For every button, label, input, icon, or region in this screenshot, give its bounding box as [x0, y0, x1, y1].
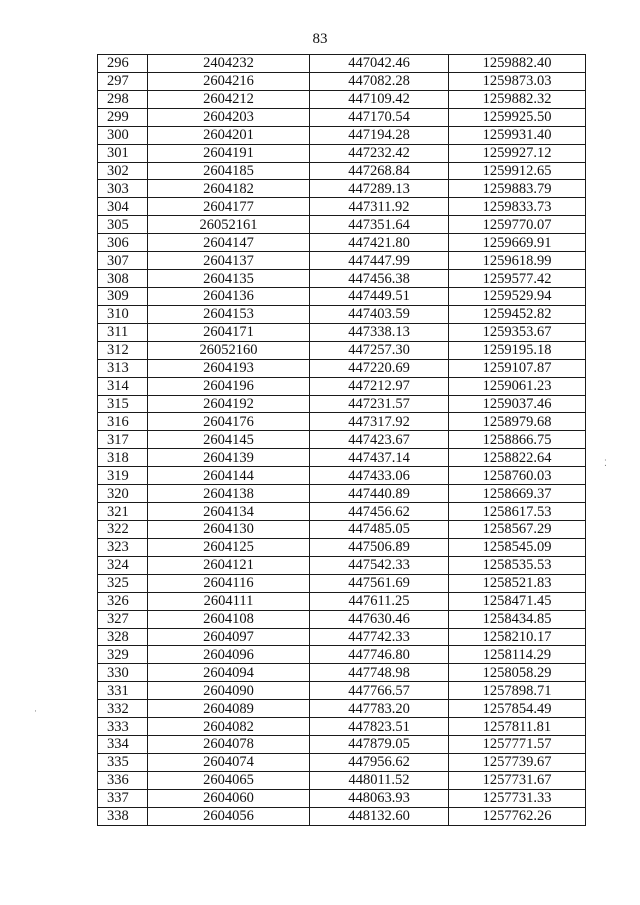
point-id-cell: 2604056	[148, 807, 310, 825]
table-row	[98, 144, 586, 162]
point-id-cell: 2604192	[148, 395, 310, 413]
table-row	[98, 682, 586, 700]
table-row	[98, 198, 586, 216]
table-row	[98, 72, 586, 90]
y-coordinate-cell: 1259529.94	[449, 287, 586, 305]
point-id-cell: 2604177	[148, 198, 310, 216]
coordinate-table-body	[98, 55, 586, 826]
point-id-cell: 2604094	[148, 664, 310, 682]
row-number-cell: 298	[98, 90, 148, 108]
y-coordinate-cell: 1259931.40	[449, 126, 586, 144]
row-number-cell: 338	[98, 807, 148, 825]
row-number-cell: 325	[98, 574, 148, 592]
row-number-cell: 313	[98, 359, 148, 377]
x-coordinate-cell: 447232.42	[310, 144, 449, 162]
point-id-cell: 2604201	[148, 126, 310, 144]
table-row	[98, 431, 586, 449]
x-coordinate-cell: 447485.05	[310, 520, 449, 538]
table-row	[98, 467, 586, 485]
table-row	[98, 718, 586, 736]
x-coordinate-cell: 447823.51	[310, 718, 449, 736]
y-coordinate-cell: 1257739.67	[449, 753, 586, 771]
x-coordinate-cell: 447611.25	[310, 592, 449, 610]
table-row	[98, 736, 586, 754]
x-coordinate-cell: 447783.20	[310, 700, 449, 718]
row-number-cell: 316	[98, 413, 148, 431]
table-row	[98, 216, 586, 234]
point-id-cell: 2604144	[148, 467, 310, 485]
point-id-cell: 2604121	[148, 556, 310, 574]
table-row	[98, 574, 586, 592]
y-coordinate-cell: 1259195.18	[449, 341, 586, 359]
y-coordinate-cell: 1259770.07	[449, 216, 586, 234]
y-coordinate-cell: 1259927.12	[449, 144, 586, 162]
y-coordinate-cell: 1257854.49	[449, 700, 586, 718]
x-coordinate-cell: 447746.80	[310, 646, 449, 664]
point-id-cell: 2604134	[148, 503, 310, 521]
row-number-cell: 318	[98, 449, 148, 467]
y-coordinate-cell: 1258471.45	[449, 592, 586, 610]
table-row	[98, 520, 586, 538]
point-id-cell: 2604111	[148, 592, 310, 610]
table-row	[98, 126, 586, 144]
row-number-cell: 319	[98, 467, 148, 485]
x-coordinate-cell: 448011.52	[310, 771, 449, 789]
row-number-cell: 302	[98, 162, 148, 180]
x-coordinate-cell: 447956.62	[310, 753, 449, 771]
x-coordinate-cell: 447748.98	[310, 664, 449, 682]
point-id-cell: 2604065	[148, 771, 310, 789]
table-row	[98, 413, 586, 431]
y-coordinate-cell: 1258567.29	[449, 520, 586, 538]
table-row	[98, 771, 586, 789]
y-coordinate-cell: 1257762.26	[449, 807, 586, 825]
row-number-cell: 305	[98, 216, 148, 234]
row-number-cell: 333	[98, 718, 148, 736]
y-coordinate-cell: 1257771.57	[449, 736, 586, 754]
table-row	[98, 108, 586, 126]
point-id-cell: 2604082	[148, 718, 310, 736]
y-coordinate-cell: 1258521.83	[449, 574, 586, 592]
x-coordinate-cell: 448063.93	[310, 789, 449, 807]
table-row	[98, 377, 586, 395]
row-number-cell: 306	[98, 234, 148, 252]
table-row	[98, 664, 586, 682]
table-row	[98, 485, 586, 503]
point-id-cell: 2604182	[148, 180, 310, 198]
x-coordinate-cell: 447311.92	[310, 198, 449, 216]
row-number-cell: 336	[98, 771, 148, 789]
row-number-cell: 337	[98, 789, 148, 807]
row-number-cell: 297	[98, 72, 148, 90]
x-coordinate-cell: 447879.05	[310, 736, 449, 754]
point-id-cell: 2604139	[148, 449, 310, 467]
row-number-cell: 300	[98, 126, 148, 144]
y-coordinate-cell: 1259452.82	[449, 305, 586, 323]
row-number-cell: 330	[98, 664, 148, 682]
x-coordinate-cell: 447630.46	[310, 610, 449, 628]
point-id-cell: 2604108	[148, 610, 310, 628]
point-id-cell: 2604090	[148, 682, 310, 700]
x-coordinate-cell: 447212.97	[310, 377, 449, 395]
x-coordinate-cell: 447456.38	[310, 270, 449, 288]
table-row	[98, 628, 586, 646]
x-coordinate-cell: 447257.30	[310, 341, 449, 359]
row-number-cell: 296	[98, 55, 148, 73]
x-coordinate-cell: 447561.69	[310, 574, 449, 592]
y-coordinate-cell: 1257731.33	[449, 789, 586, 807]
x-coordinate-cell: 447437.14	[310, 449, 449, 467]
y-coordinate-cell: 1259882.32	[449, 90, 586, 108]
point-id-cell: 2604171	[148, 323, 310, 341]
y-coordinate-cell: 1259353.67	[449, 323, 586, 341]
x-coordinate-cell: 447109.42	[310, 90, 449, 108]
row-number-cell: 311	[98, 323, 148, 341]
x-coordinate-cell: 448132.60	[310, 807, 449, 825]
table-row	[98, 700, 586, 718]
table-row	[98, 449, 586, 467]
x-coordinate-cell: 447403.59	[310, 305, 449, 323]
y-coordinate-cell: 1259618.99	[449, 252, 586, 270]
point-id-cell: 2604145	[148, 431, 310, 449]
y-coordinate-cell: 1259833.73	[449, 198, 586, 216]
row-number-cell: 299	[98, 108, 148, 126]
table-row	[98, 180, 586, 198]
page-number: 83	[312, 31, 328, 47]
point-id-cell: 26052160	[148, 341, 310, 359]
y-coordinate-cell: 1259883.79	[449, 180, 586, 198]
scan-mark-right: ⁚	[604, 458, 607, 468]
y-coordinate-cell: 1257811.81	[449, 718, 586, 736]
table-row	[98, 341, 586, 359]
table-row	[98, 359, 586, 377]
point-id-cell: 2604074	[148, 753, 310, 771]
table-row	[98, 646, 586, 664]
table-row	[98, 270, 586, 288]
table-row	[98, 556, 586, 574]
row-number-cell: 323	[98, 538, 148, 556]
row-number-cell: 334	[98, 736, 148, 754]
y-coordinate-cell: 1258822.64	[449, 449, 586, 467]
point-id-cell: 2604185	[148, 162, 310, 180]
table-row	[98, 234, 586, 252]
y-coordinate-cell: 1259061.23	[449, 377, 586, 395]
point-id-cell: 2604191	[148, 144, 310, 162]
y-coordinate-cell: 1258114.29	[449, 646, 586, 664]
table-row	[98, 538, 586, 556]
row-number-cell: 324	[98, 556, 148, 574]
x-coordinate-cell: 447456.62	[310, 503, 449, 521]
row-number-cell: 328	[98, 628, 148, 646]
row-number-cell: 315	[98, 395, 148, 413]
x-coordinate-cell: 447082.28	[310, 72, 449, 90]
point-id-cell: 2404232	[148, 55, 310, 73]
y-coordinate-cell: 1259037.46	[449, 395, 586, 413]
row-number-cell: 314	[98, 377, 148, 395]
row-number-cell: 331	[98, 682, 148, 700]
table-row	[98, 287, 586, 305]
table-row	[98, 162, 586, 180]
point-id-cell: 2604193	[148, 359, 310, 377]
y-coordinate-cell: 1258535.53	[449, 556, 586, 574]
point-id-cell: 2604147	[148, 234, 310, 252]
x-coordinate-cell: 447231.57	[310, 395, 449, 413]
point-id-cell: 2604096	[148, 646, 310, 664]
y-coordinate-cell: 1257731.67	[449, 771, 586, 789]
x-coordinate-cell: 447268.84	[310, 162, 449, 180]
row-number-cell: 332	[98, 700, 148, 718]
row-number-cell: 310	[98, 305, 148, 323]
y-coordinate-cell: 1258669.37	[449, 485, 586, 503]
x-coordinate-cell: 447170.54	[310, 108, 449, 126]
point-id-cell: 2604216	[148, 72, 310, 90]
point-id-cell: 2604196	[148, 377, 310, 395]
x-coordinate-cell: 447042.46	[310, 55, 449, 73]
y-coordinate-cell: 1258760.03	[449, 467, 586, 485]
y-coordinate-cell: 1258617.53	[449, 503, 586, 521]
x-coordinate-cell: 447351.64	[310, 216, 449, 234]
row-number-cell: 303	[98, 180, 148, 198]
table-row	[98, 90, 586, 108]
scan-mark-left: ·	[34, 706, 37, 716]
x-coordinate-cell: 447317.92	[310, 413, 449, 431]
y-coordinate-cell: 1259577.42	[449, 270, 586, 288]
table-row	[98, 753, 586, 771]
y-coordinate-cell: 1257898.71	[449, 682, 586, 700]
y-coordinate-cell: 1258058.29	[449, 664, 586, 682]
table-row	[98, 305, 586, 323]
y-coordinate-cell: 1258866.75	[449, 431, 586, 449]
point-id-cell: 2604138	[148, 485, 310, 503]
row-number-cell: 322	[98, 520, 148, 538]
table-row	[98, 592, 586, 610]
row-number-cell: 326	[98, 592, 148, 610]
x-coordinate-cell: 447220.69	[310, 359, 449, 377]
x-coordinate-cell: 447440.89	[310, 485, 449, 503]
point-id-cell: 2604153	[148, 305, 310, 323]
y-coordinate-cell: 1259107.87	[449, 359, 586, 377]
x-coordinate-cell: 447338.13	[310, 323, 449, 341]
y-coordinate-cell: 1259873.03	[449, 72, 586, 90]
table-row	[98, 323, 586, 341]
y-coordinate-cell: 1258979.68	[449, 413, 586, 431]
point-id-cell: 2604203	[148, 108, 310, 126]
point-id-cell: 2604130	[148, 520, 310, 538]
point-id-cell: 2604137	[148, 252, 310, 270]
row-number-cell: 308	[98, 270, 148, 288]
x-coordinate-cell: 447766.57	[310, 682, 449, 700]
table-row	[98, 503, 586, 521]
x-coordinate-cell: 447421.80	[310, 234, 449, 252]
point-id-cell: 2604089	[148, 700, 310, 718]
row-number-cell: 307	[98, 252, 148, 270]
point-id-cell: 2604176	[148, 413, 310, 431]
point-id-cell: 2604212	[148, 90, 310, 108]
y-coordinate-cell: 1259912.65	[449, 162, 586, 180]
y-coordinate-cell: 1258545.09	[449, 538, 586, 556]
table-row	[98, 55, 586, 73]
row-number-cell: 301	[98, 144, 148, 162]
row-number-cell: 329	[98, 646, 148, 664]
x-coordinate-cell: 447194.28	[310, 126, 449, 144]
row-number-cell: 335	[98, 753, 148, 771]
table-row	[98, 610, 586, 628]
x-coordinate-cell: 447447.99	[310, 252, 449, 270]
x-coordinate-cell: 447449.51	[310, 287, 449, 305]
point-id-cell: 26052161	[148, 216, 310, 234]
y-coordinate-cell: 1258434.85	[449, 610, 586, 628]
point-id-cell: 2604125	[148, 538, 310, 556]
row-number-cell: 312	[98, 341, 148, 359]
x-coordinate-cell: 447433.06	[310, 467, 449, 485]
table-row	[98, 395, 586, 413]
point-id-cell: 2604135	[148, 270, 310, 288]
table-row	[98, 789, 586, 807]
row-number-cell: 320	[98, 485, 148, 503]
point-id-cell: 2604060	[148, 789, 310, 807]
point-id-cell: 2604078	[148, 736, 310, 754]
x-coordinate-cell: 447506.89	[310, 538, 449, 556]
y-coordinate-cell: 1259669.91	[449, 234, 586, 252]
x-coordinate-cell: 447542.33	[310, 556, 449, 574]
point-id-cell: 2604136	[148, 287, 310, 305]
table-row	[98, 252, 586, 270]
row-number-cell: 321	[98, 503, 148, 521]
row-number-cell: 317	[98, 431, 148, 449]
table-row	[98, 807, 586, 825]
row-number-cell: 327	[98, 610, 148, 628]
x-coordinate-cell: 447423.67	[310, 431, 449, 449]
y-coordinate-cell: 1259882.40	[449, 55, 586, 73]
x-coordinate-cell: 447742.33	[310, 628, 449, 646]
y-coordinate-cell: 1259925.50	[449, 108, 586, 126]
point-id-cell: 2604097	[148, 628, 310, 646]
point-id-cell: 2604116	[148, 574, 310, 592]
x-coordinate-cell: 447289.13	[310, 180, 449, 198]
coordinate-table	[97, 54, 586, 826]
y-coordinate-cell: 1258210.17	[449, 628, 586, 646]
row-number-cell: 304	[98, 198, 148, 216]
row-number-cell: 309	[98, 287, 148, 305]
